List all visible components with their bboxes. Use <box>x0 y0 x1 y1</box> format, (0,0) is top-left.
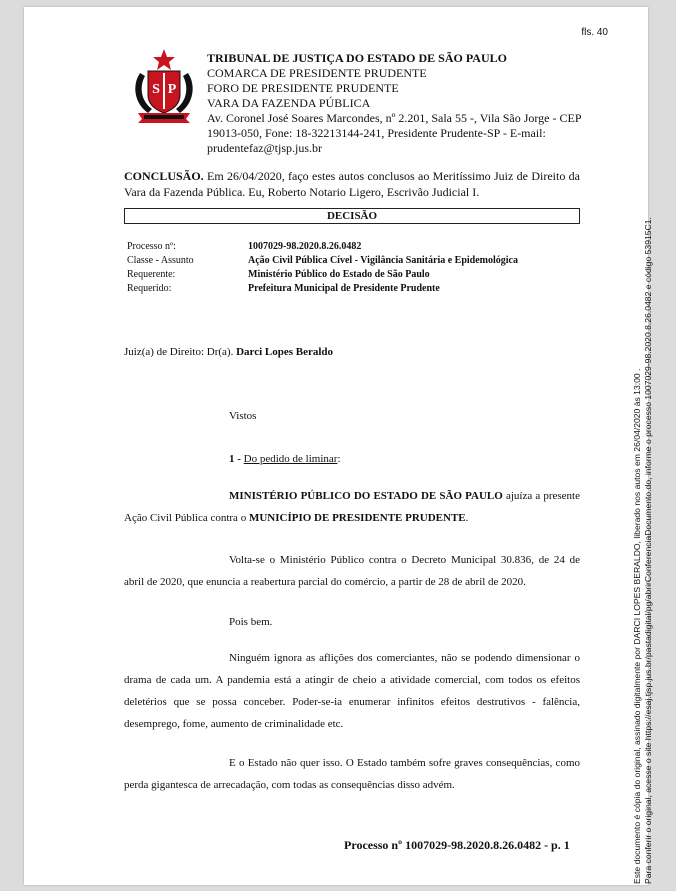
judge-label: Juiz(a) de Direito: Dr(a). <box>124 346 234 358</box>
conclusao-label: CONCLUSÃO. <box>124 169 204 183</box>
page-number: fls. 40 <box>581 27 608 38</box>
court-name: TRIBUNAL DE JUSTIÇA DO ESTADO DE SÃO PAULO <box>207 51 507 65</box>
paragraph-3-text: Pois bem. <box>229 616 273 628</box>
address-line-1: Av. Coronel José Soares Marcondes, nº 2.201, Sala 55 -, Vila São Jorge - CEP <box>207 111 582 125</box>
paragraph-4-text: Ninguém ignora as aflições dos comerciantes, não se podendo dimensionar o drama de cada um. A pandemia está a atingir de cheio a atividade comercial, com todos os efeitos deletérios que se possa conceber. Poder-se-ia enumerar infinitos efeitos destrutivos - falência, desemprego, fome, aumento de criminalidade etc. <box>124 652 580 730</box>
section-heading <box>229 453 341 465</box>
meta-value: Prefeitura Municipal de Presidente Prudente <box>248 283 440 294</box>
decisao-title: DECISÃO <box>124 208 580 224</box>
svg-text:P: P <box>167 82 177 97</box>
paragraph-4 <box>124 647 580 735</box>
foro: FORO DE PRESIDENTE PRUDENTE <box>207 81 399 95</box>
digital-signature-note <box>632 124 654 884</box>
page-footer: Processo nº 1007029-98.2020.8.26.0482 - p. 1 <box>344 838 570 852</box>
section-title: Do pedido de liminar <box>243 453 338 465</box>
defendant-name: MUNICÍPIO DE PRESIDENTE PRUDENTE <box>248 512 466 524</box>
meta-value: 1007029-98.2020.8.26.0482 <box>248 241 362 252</box>
sao-paulo-coat-of-arms-seal <box>128 47 200 123</box>
vistos: Vistos <box>229 410 257 422</box>
meta-row <box>127 254 518 268</box>
court-header <box>207 51 587 156</box>
meta-value: Ministério Público do Estado de São Paulo <box>248 269 430 280</box>
section-colon: : <box>337 453 341 465</box>
meta-row <box>127 268 518 282</box>
conclusao-text: Em 26/04/2020, faço estes autos conclusos ao Meritíssimo Juiz de Direito da Vara da Fazenda Pública. Eu, Roberto Notario Ligero, Escrivão Judicial I. <box>124 169 580 199</box>
paragraph-2-text: Volta-se o Ministério Público contra o Decreto Municipal 30.836, de 24 de abril de 2020, que enuncia a reabertura parcial do comércio, a partir de 28 de abril de 2020. <box>124 554 580 588</box>
meta-key: Processo nº: <box>127 241 176 252</box>
comarca: COMARCA DE PRESIDENTE PRUDENTE <box>207 66 427 80</box>
meta-key: Classe - Assunto <box>127 255 194 266</box>
conclusao-paragraph <box>124 168 580 200</box>
paragraph-2 <box>124 549 580 593</box>
plaintiff-name: MINISTÉRIO PÚBLICO DO ESTADO DE SÃO PAULO <box>229 490 503 502</box>
paragraph-1-text: ajuíza a presente Ação Civil Pública contra o <box>124 490 580 524</box>
signature-note-line-1: Este documento é cópia do original, assinado digitalmente por DARCI LOPES BERALDO, liberado nos autos em 26/04/2020 às 13:00 . <box>632 368 642 884</box>
paragraph-5-text: E o Estado não quer isso. O Estado também sofre graves consequências, como perda gigantesca de arrecadação, com todas as consequências disso advém. <box>124 757 580 791</box>
vara: VARA DA FAZENDA PÚBLICA <box>207 96 371 110</box>
meta-key: Requerente: <box>127 269 176 280</box>
process-metadata <box>127 240 518 296</box>
address-line-2: 19013-050, Fone: 18-32213144-241, Presidente Prudente-SP - E-mail: <box>207 126 546 140</box>
paragraph-1-end: . <box>465 512 469 524</box>
meta-row <box>127 282 518 296</box>
judge-name: Darci Lopes Beraldo <box>236 346 334 358</box>
paragraph-3 <box>124 611 580 633</box>
meta-key: Requerido: <box>127 283 172 294</box>
signature-note-line-2: Para conferir o original, acesse o site https://esaj.tjsp.jus.br/pastadigital/pg/abrirConferenciaDocumento.do, informe o processo 1007029-98.2020.8.26.0482 e código 53915C1. <box>643 217 653 884</box>
paragraph-5 <box>124 752 580 796</box>
document-page <box>24 7 648 885</box>
email: prudentefaz@tjsp.jus.br <box>207 141 323 155</box>
section-number: 1 - <box>229 453 241 465</box>
svg-text:S: S <box>152 82 160 97</box>
meta-value: Ação Civil Pública Cível - Vigilância Sanitária e Epidemológica <box>248 255 518 266</box>
meta-row <box>127 240 518 254</box>
paragraph-1 <box>124 485 580 529</box>
judge-line <box>124 346 333 358</box>
